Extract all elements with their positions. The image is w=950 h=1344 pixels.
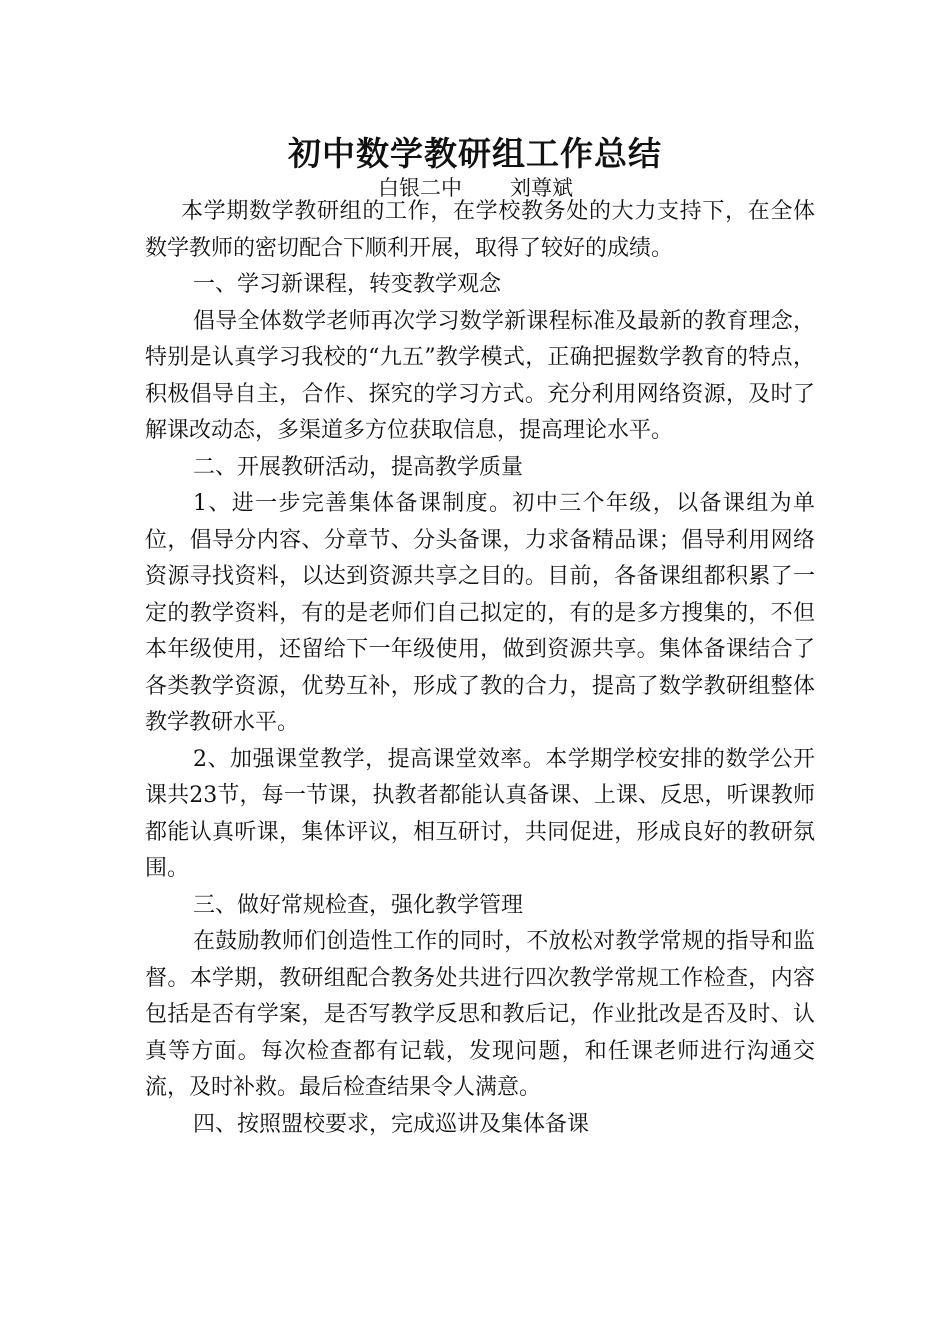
document-title: 初中数学教研组工作总结: [288, 134, 662, 173]
paragraph-classroom-teaching: 2、加强课堂教学，提高课堂效率。本学期学校安排的数学公开课共23节，每一节课，执教者都能认真备课、上课、反思，听课教师都能认真听课，集体评议，相互研讨，共同促进，形成良好的教研氛围。: [145, 746, 815, 881]
section-heading-3: 三、做好常规检查，强化教学管理: [193, 892, 524, 918]
section-heading-4: 四、按照盟校要求，完成巡讲及集体备课: [193, 1111, 590, 1137]
paragraph-study-curriculum: 倡导全体数学老师再次学习数学新课程标准及最新的教育理念，特别是认真学习我校的“九五”教学模式，正确把握数学教育的特点，积极倡导自主，合作、探究的学习方式。充分利用网络资源，及时了解课改动态，多渠道多方位获取信息，提高理论水平。: [145, 308, 815, 443]
intro-paragraph: 本学期数学教研组的工作，在学校教务处的大力支持下，在全体数学教师的密切配合下顺利开展，取得了较好的成绩。: [145, 199, 815, 261]
paragraph-collective-lesson-prep: 1、进一步完善集体备课制度。初中三个年级，以备课组为单位，倡导分内容、分章节、分头备课，力求备精品课；倡导利用网络资源寻找资料，以达到资源共享之目的。目前，各备课组都积累了一定的教学资料，有的是老师们自己拟定的，有的是多方搜集的，不但本年级使用，还留给下一年级使用，做到资源共享。集体备课结合了各类教学资源，优势互补，形成了教的合力，提高了数学教研组整体教学教研水平。: [145, 491, 815, 735]
author-name: 刘尊斌: [510, 176, 573, 200]
section-heading-1: 一、学习新课程，转变教学观念: [193, 272, 502, 297]
paragraph-routine-inspection: 在鼓励教师们创造性工作的同时，不放松对教学常规的指导和监督。本学期，教研组配合教务处共进行四次教学常规工作检查，内容包括是否有学案，是否写教学反思和教后记，作业批改是否及时、认真等方面。每次检查都有记载，发现问题，和任课老师进行沟通交流，及时补救。最后检查结果令人满意。: [145, 929, 815, 1100]
document-body: [145, 194, 815, 1143]
school-name: 白银二中: [378, 176, 462, 200]
section-heading-2: 二、开展教研活动，提高教学质量: [193, 454, 524, 480]
